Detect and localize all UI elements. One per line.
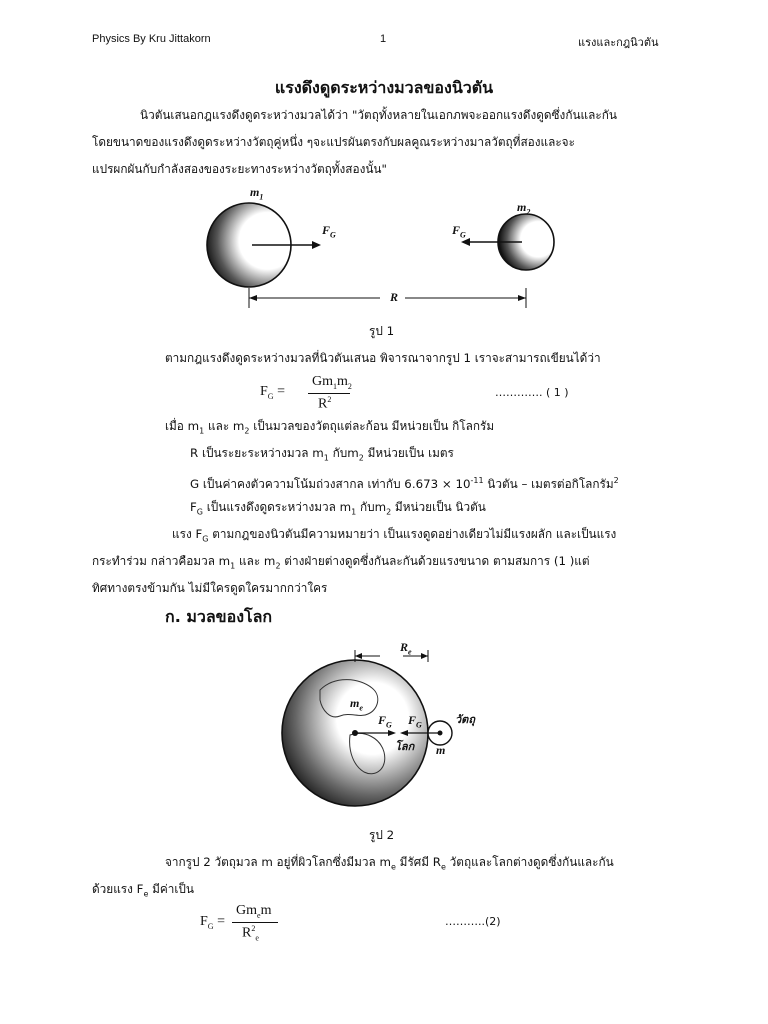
eq1-denominator: $R^2$ [318,395,332,412]
eq1-lhs: $F_G$ = [260,384,285,401]
header-right: แรงและกฎนิวตัน [578,36,659,49]
def-gravitational-constant: G เป็นค่าคงตัวความโน้มถ่วงสากล เท่ากับ $6.673 \times 10^{-11}$ นิวตัน – เมตรต่อกิโลกรัม$^2$ [190,476,619,491]
para-3-line-3: ทิศทางตรงข้ามกัน ไม่มีใครดูดใครมากกว่าใคร [92,581,328,595]
label-fg-object: $F_G$ [408,713,422,730]
intro-line-1: นิวตันเสนอกฎแรงดึงดูดระหว่างมวลได้ว่า "วัตถุทั้งหลายในเอกภพจะออกแรงดึงดูดซึ่งกันและกัน [140,108,617,122]
eq1-fraction-bar [308,393,350,394]
label-me: $m_e$ [350,696,363,713]
label-m1: $m_1$ [250,185,264,202]
para-4-line-2: ด้วยแรง $F_e$ มีค่าเป็น [92,882,194,899]
def-masses: เมื่อ $m_1$ และ $m_2$ เป็นมวลของวัตถุแต่ละก้อน มีหน่วยเป็น กิโลกรัม [165,419,495,436]
label-object: วัตถุ [455,713,475,726]
intro-line-2: โดยขนาดของแรงดึงดูดระหว่างวัตถุคู่หนึ่ง ๆจะแปรผันตรงกับผลคูณระหว่างมาลวัตถุที่สองและจะ [92,135,575,149]
eq2-tag: ………..(2) [445,915,501,928]
eq1-numerator: $Gm_1m_2$ [312,374,352,391]
figure-2-earth [280,640,500,825]
label-fg-right: $F_G$ [452,223,466,240]
def-distance: R เป็นระยะระหว่างมวล $m_1$ กับ$m_2$ มีหน่วยเป็น เมตร [190,446,454,463]
header-left: Physics By Kru Jittakorn [92,33,211,45]
para-2: ตามกฎแรงดึงดูดระหว่างมวลที่นิวตันเสนอ พิจารณาจากรูป 1 เราจะสามารถเขียนได้ว่า [165,351,601,365]
label-fg-earth: $F_G$ [378,713,392,730]
label-fg-left: $F_G$ [322,223,336,240]
para-4-line-1: จากรูป 2 วัตถุมวล m อยู่ที่ผิวโลกซึ่งมีมวล $m_e$ มีรัศมี $R_e$ วัตถุและโลกต่างดูดซึ่งกันและกัน [165,855,614,872]
figure-1-caption: รูป 1 [369,324,395,338]
label-earth: โลก [395,740,415,753]
para-3-line-2: กระทำร่วม กล่าวคือมวล $m_1$ และ $m_2$ ต่างฝ่ายต่างดูดซึ่งกันละกันด้วยแรงขนาด ตามสมการ (1 )แต่ [92,554,590,571]
label-m: m [436,743,446,757]
eq1-tag: …………. ( 1 ) [495,386,569,399]
figure-1-two-masses [190,190,570,315]
para-3-line-1: แรง $F_G$ ตามกฎของนิวตันมีความหมายว่า เป็นแรงดูดอย่างเดียวไม่มีแรงผลัก และเป็นแรง [172,527,617,544]
page-number: 1 [380,33,387,45]
label-re: $R_e$ [400,640,412,657]
page-title: แรงดึงดูดระหว่างมวลของนิวตัน [274,78,494,97]
label-r: R [390,290,399,304]
eq2-lhs: $F_G$ = [200,914,225,931]
eq2-denominator: $R^2_e$ [242,924,259,943]
def-force: $F_G$ เป็นแรงดึงดูดระหว่างมวล $m_1$ กับ$m_2$ มีหน่วยเป็น นิวตัน [190,500,486,517]
section-heading: ก. มวลของโลก [165,607,273,626]
eq2-fraction-bar [232,922,278,923]
label-m2: $m_2$ [517,200,531,217]
intro-line-3: แปรผกผันกับกำลังสองของระยะทางระหว่างวัตถุทั้งสองนั้น" [92,162,387,176]
figure-2-caption: รูป 2 [369,828,395,842]
eq2-numerator: $Gm_em$ [236,903,272,920]
